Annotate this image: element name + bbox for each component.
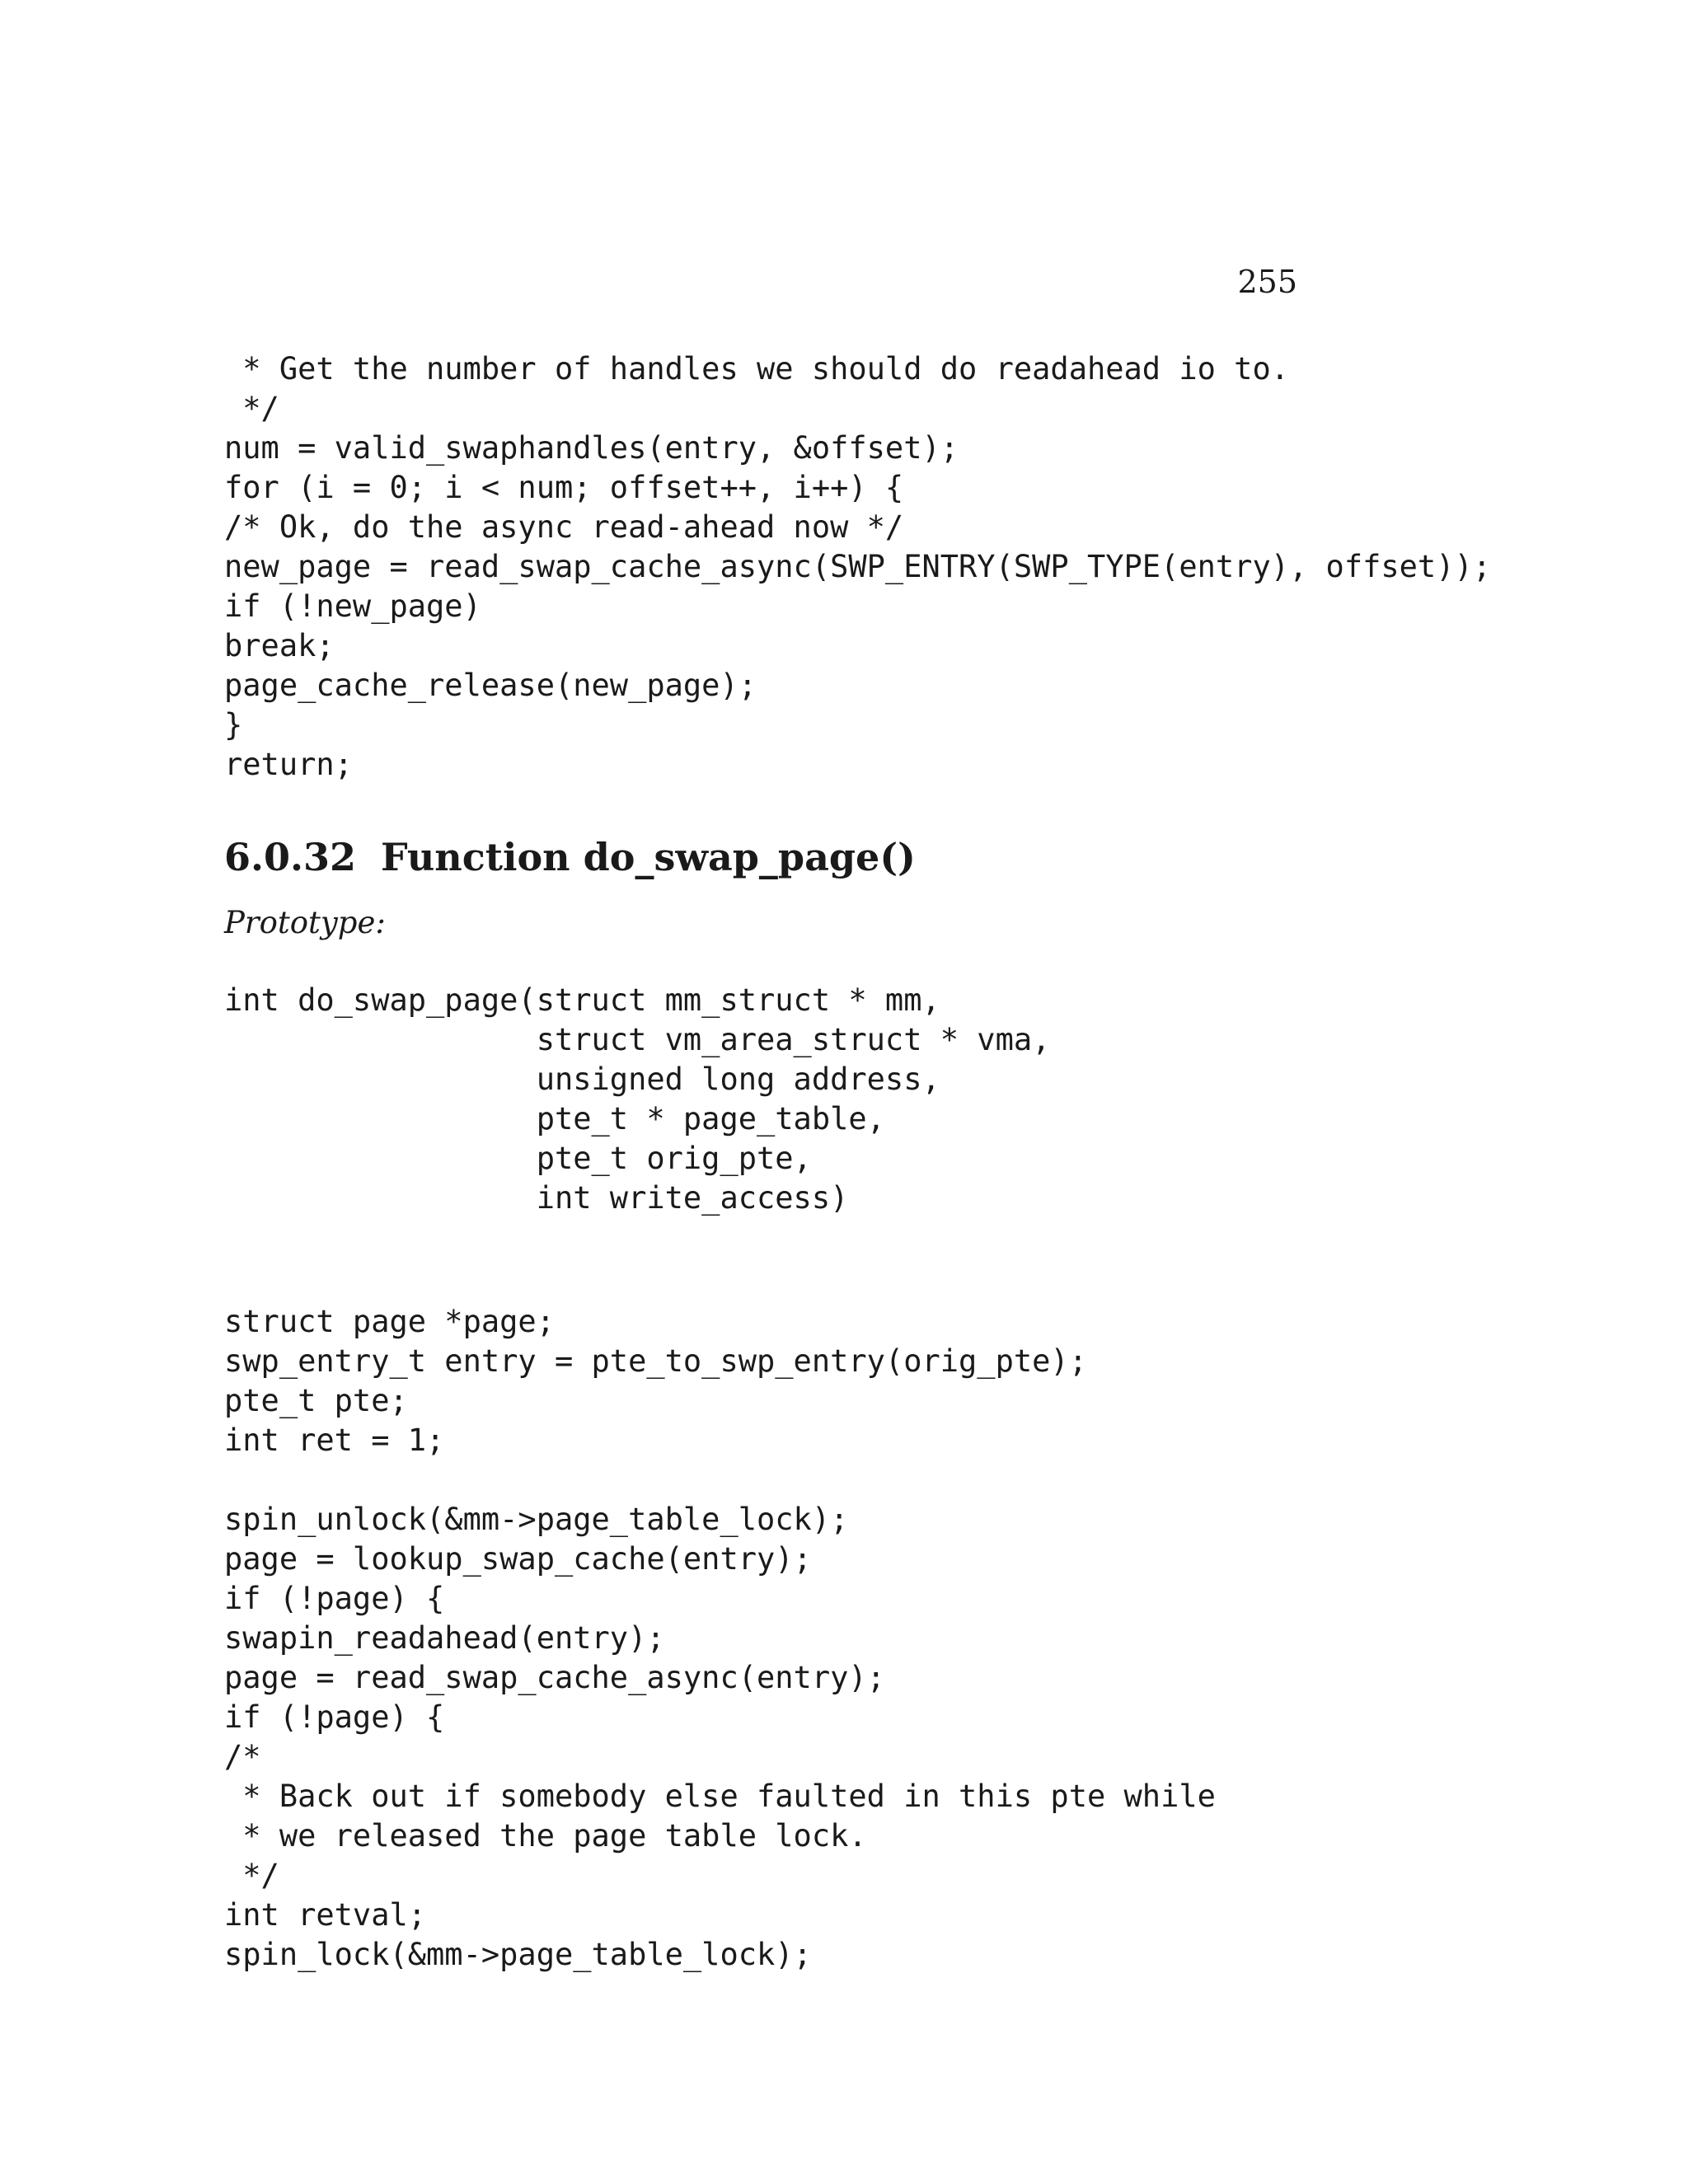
code-line: page_cache_release(new_page); — [224, 668, 757, 703]
code-block-prototype — [224, 981, 1050, 1218]
code-line: if (!page) { — [224, 1699, 445, 1735]
section-number: 6.0.32 — [224, 835, 357, 879]
code-line: spin_lock(&mm->page_table_lock); — [224, 1937, 812, 1972]
code-line: for (i = 0; i < num; offset++, i++) { — [224, 470, 904, 505]
code-line: */ — [224, 391, 279, 426]
code-line: } — [224, 707, 243, 743]
code-line: int ret = 1; — [224, 1422, 445, 1458]
code-line: new_page = read_swap_cache_async(SWP_ENTRY(SWP_TYPE(entry), offset)); — [224, 549, 1492, 584]
code-block-body — [224, 1302, 1216, 1975]
code-line: */ — [224, 1858, 279, 1893]
code-line: unsigned long address, — [224, 1062, 940, 1097]
code-line: break; — [224, 628, 335, 663]
code-line: * Get the number of handles we should do readahead io to. — [224, 351, 1290, 387]
code-line: if (!new_page) — [224, 588, 481, 624]
code-line: int retval; — [224, 1897, 427, 1933]
code-line: pte_t pte; — [224, 1383, 408, 1418]
page-number: 255 — [1237, 264, 1297, 300]
code-line: pte_t orig_pte, — [224, 1141, 812, 1176]
prototype-label: Prototype: — [224, 905, 386, 940]
code-line: /* Ok, do the async read-ahead now */ — [224, 509, 904, 545]
code-block-readahead — [224, 349, 1491, 785]
code-line: struct vm_area_struct * vma, — [224, 1022, 1051, 1057]
code-line: num = valid_swaphandles(entry, &offset); — [224, 430, 959, 466]
code-line: if (!page) { — [224, 1581, 445, 1616]
section-title: Function do_swap_page() — [381, 835, 916, 879]
code-line: /* — [224, 1739, 261, 1774]
code-line: swp_entry_t entry = pte_to_swp_entry(orig_pte); — [224, 1343, 1087, 1379]
code-line-blank — [224, 1460, 1216, 1500]
section-heading — [224, 832, 916, 882]
code-line: int write_access) — [224, 1180, 849, 1216]
code-line: return; — [224, 747, 353, 782]
code-line: * Back out if somebody else faulted in this pte while — [224, 1779, 1216, 1814]
code-line: spin_unlock(&mm->page_table_lock); — [224, 1502, 849, 1537]
code-line: * we released the page table lock. — [224, 1818, 867, 1854]
code-line: struct page *page; — [224, 1304, 555, 1339]
code-line: int do_swap_page(struct mm_struct * mm, — [224, 982, 940, 1018]
code-line: page = read_swap_cache_async(entry); — [224, 1660, 885, 1695]
code-line: pte_t * page_table, — [224, 1101, 885, 1137]
code-line: page = lookup_swap_cache(entry); — [224, 1541, 812, 1577]
code-line: swapin_readahead(entry); — [224, 1620, 665, 1656]
